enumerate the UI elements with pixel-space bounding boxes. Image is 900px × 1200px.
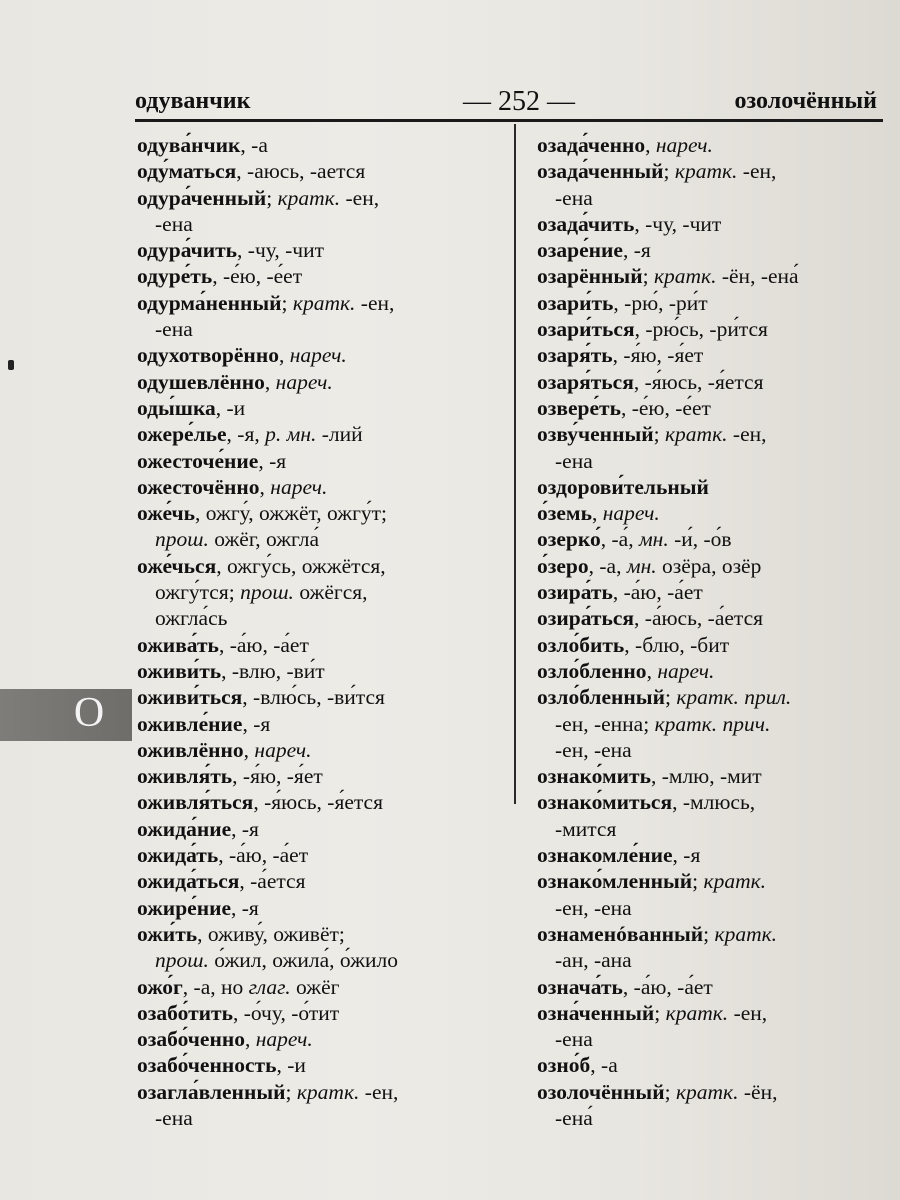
headword: оживи́ть xyxy=(137,658,222,683)
entry-text: , -я́юсь, -я́ется xyxy=(633,369,764,394)
entry-text: ожгла́сь xyxy=(155,606,228,631)
entry-line xyxy=(537,711,887,737)
headword: озада́ченно xyxy=(537,133,646,157)
entry-line xyxy=(137,290,509,316)
entry-line xyxy=(137,605,509,631)
entry-line xyxy=(137,1026,509,1052)
headword: озна́ченный xyxy=(537,1000,655,1025)
headword: оживля́ться xyxy=(137,790,254,815)
entry-text: -ена xyxy=(155,1105,193,1130)
entry-text: -ена́ xyxy=(555,1105,593,1130)
entry-text: -ан, -ана xyxy=(555,948,632,973)
headword: оживлённо xyxy=(137,737,244,762)
entry-text: ожёг xyxy=(290,974,340,999)
entry-text: , -я xyxy=(231,895,259,920)
headword: ознако́мить xyxy=(537,764,651,789)
entry-line xyxy=(537,290,887,316)
entry-text: , -а xyxy=(590,1053,618,1078)
entry-text: -ена xyxy=(155,211,193,236)
headword: ожида́ться xyxy=(137,869,240,894)
entry-text: , -а́юсь, -а́ется xyxy=(634,606,763,631)
entry-text: -ен, xyxy=(355,290,395,315)
entry-line xyxy=(137,842,509,868)
entry-text: -ен, -ена xyxy=(555,895,632,920)
grammar-label: прош. xyxy=(240,580,294,605)
grammar-label: нареч. xyxy=(254,737,312,762)
entry-text: , -я xyxy=(672,843,701,868)
entry-line xyxy=(137,632,509,658)
grammar-label: прош. xyxy=(155,527,209,552)
entry-text: ; xyxy=(285,1079,297,1104)
entry-text: ожёг, ожгла́ xyxy=(208,527,320,552)
entry-line xyxy=(537,1000,887,1026)
headword: озабо́тить xyxy=(137,1000,233,1025)
grammar-label: кратк. xyxy=(296,1079,360,1104)
entry-text: ; xyxy=(266,185,278,210)
grammar-label: кратк. xyxy=(703,869,767,894)
entry-line xyxy=(537,263,887,289)
headword: одуре́ть xyxy=(137,264,213,289)
alphabet-thumb-tab xyxy=(0,689,132,741)
entry-text: ; xyxy=(653,422,665,447)
headword: озло́бленный xyxy=(537,685,665,710)
entry-line xyxy=(137,316,509,342)
entry-line xyxy=(137,526,509,552)
entry-text: -ен, -енна; xyxy=(555,711,655,736)
headword: оживи́ться xyxy=(137,685,243,710)
entry-text: , xyxy=(645,133,656,157)
headword: ожере́лье xyxy=(137,422,227,447)
entry-text: ; xyxy=(703,921,715,946)
grammar-label: нареч. xyxy=(602,501,660,526)
entry-text: , -я́ю, -я́ет xyxy=(232,764,323,789)
entry-text: , -е́ю, -е́ет xyxy=(620,395,711,420)
entry-line xyxy=(137,947,509,973)
entry-text: -ена xyxy=(555,185,593,210)
entry-text: , -млю, -мит xyxy=(650,764,762,789)
entry-line xyxy=(537,763,887,789)
entry-line xyxy=(137,658,509,684)
entry-text: , -а xyxy=(240,133,268,157)
grammar-label: нареч. xyxy=(289,343,347,368)
entry-text: , оживу́, оживёт; xyxy=(197,921,345,946)
entry-text: , -и xyxy=(276,1053,306,1078)
entry-text: , -чу, -чит xyxy=(634,211,722,236)
grammar-label: р. мн. xyxy=(265,422,317,447)
header-last-word: озолочённый xyxy=(734,88,877,114)
entry-line xyxy=(537,895,887,921)
grammar-label: кратк. прич. xyxy=(654,711,771,736)
entry-line xyxy=(537,789,887,815)
entry-line xyxy=(537,421,887,447)
headword: ожесточе́ние xyxy=(137,448,259,473)
entry-text: , xyxy=(245,1027,256,1052)
grammar-label: кратк. xyxy=(292,290,356,315)
entry-text: -ен, xyxy=(359,1079,399,1104)
entry-line xyxy=(537,1105,887,1131)
headword: оду́маться xyxy=(137,159,237,184)
entry-text: , -а́ю, -а́ет xyxy=(612,580,703,605)
headword: озира́ть xyxy=(537,580,613,605)
headword: ознаменóванный xyxy=(537,921,704,946)
entry-text: , -о́чу, -о́тит xyxy=(232,1000,340,1025)
headword: озагла́вленный xyxy=(137,1079,286,1104)
entry-text: ; xyxy=(642,264,654,289)
entry-text: , -а, но xyxy=(182,974,249,999)
entry-line xyxy=(137,763,509,789)
entry-text: ; xyxy=(654,1000,666,1025)
entry-line xyxy=(537,816,887,842)
headword: озло́бленно xyxy=(537,658,647,683)
left-column xyxy=(137,132,509,1131)
grammar-label: кратк. xyxy=(665,1000,729,1025)
entry-text: , -а́, xyxy=(600,527,639,552)
entry-line xyxy=(137,868,509,894)
entry-line xyxy=(137,1079,509,1105)
entry-text: ; xyxy=(664,685,677,710)
headword: озву́ченный xyxy=(537,422,654,447)
headword: озада́чить xyxy=(537,211,635,236)
entry-text: , xyxy=(646,658,658,683)
headword: оживле́ние xyxy=(137,711,243,736)
entry-line xyxy=(537,132,887,158)
entry-line xyxy=(137,263,509,289)
grammar-label: кратк. xyxy=(665,422,728,447)
entry-line xyxy=(537,579,887,605)
entry-line xyxy=(537,842,887,868)
entry-line xyxy=(137,237,509,263)
entry-line xyxy=(537,921,887,947)
grammar-label: нареч. xyxy=(270,474,328,499)
entry-text: -лий xyxy=(316,422,363,447)
entry-line xyxy=(137,921,509,947)
headword: одухотворённо xyxy=(137,343,279,368)
headword: озолочённый xyxy=(537,1079,665,1104)
entry-text: -ён, -ена́ xyxy=(716,264,799,289)
entry-line xyxy=(537,684,887,710)
entry-text: , -я xyxy=(258,448,287,473)
entry-line xyxy=(537,632,887,658)
headword: озерко́ xyxy=(537,527,601,552)
header-rule xyxy=(135,119,883,122)
entry-line xyxy=(137,342,509,368)
headword: озабо́ченность xyxy=(137,1053,277,1078)
entry-text: -ен, xyxy=(728,1000,768,1025)
entry-text: , xyxy=(278,343,290,368)
headword: ожида́ние xyxy=(137,816,232,841)
entry-line xyxy=(537,342,887,368)
entry-line xyxy=(137,579,509,605)
entry-line xyxy=(137,711,509,737)
entry-text: , -я xyxy=(231,816,259,841)
entry-line xyxy=(537,474,887,500)
headword: оздорови́тельный xyxy=(537,474,709,499)
entry-line xyxy=(137,185,509,211)
entry-text: о́жил, ожила́, о́жило xyxy=(208,948,398,973)
grammar-label: кратк. прил. xyxy=(676,685,792,710)
entry-text: -и́, -о́в xyxy=(668,527,732,552)
headword: озло́бить xyxy=(537,632,625,657)
headword: одушевлённо xyxy=(137,369,265,394)
entry-line xyxy=(137,211,509,237)
entry-text: , -влю́сь, -ви́тся xyxy=(242,685,385,710)
entry-text: ; xyxy=(664,1079,676,1104)
entry-line xyxy=(137,132,509,158)
entry-text: ; xyxy=(692,869,704,894)
entry-text: -мится xyxy=(555,816,617,841)
page-header xyxy=(135,88,885,122)
headword: озаре́ние xyxy=(537,238,623,263)
grammar-label: кратк. xyxy=(277,185,341,210)
entry-line xyxy=(137,816,509,842)
entry-text: , -е́ю, -е́ет xyxy=(212,264,303,289)
entry-text: -ен, xyxy=(737,159,777,184)
right-column xyxy=(537,132,887,1131)
headword: озира́ться xyxy=(537,606,635,631)
entry-text: , -млюсь, xyxy=(672,790,756,815)
headword: оды́шка xyxy=(137,395,216,420)
entry-line xyxy=(137,1105,509,1131)
entry-text: , -а́ется xyxy=(239,869,306,894)
margin-mark xyxy=(8,360,14,370)
entry-text: , xyxy=(243,737,255,762)
headword: озада́ченный xyxy=(537,159,664,184)
entry-line xyxy=(137,895,509,921)
entry-text: -ен, xyxy=(727,422,767,447)
headword: озарённый xyxy=(537,264,643,289)
entry-line xyxy=(137,500,509,526)
entry-text: , ожгу́сь, ожжётся, xyxy=(216,553,386,578)
entry-text: , -блю, -бит xyxy=(624,632,730,657)
entry-line xyxy=(537,158,887,184)
entry-line xyxy=(137,369,509,395)
grammar-label: кратк. xyxy=(714,921,778,946)
entry-text: , ожгу́, ожжёт, ожгу́т; xyxy=(195,501,388,526)
headword: о́зеро xyxy=(537,553,589,578)
entry-line xyxy=(137,474,509,500)
entry-text: -ён, xyxy=(738,1079,778,1104)
headword: озабо́ченно xyxy=(137,1027,245,1052)
entry-line xyxy=(537,185,887,211)
headword: ожива́ть xyxy=(137,632,219,657)
headword: озари́ть xyxy=(537,290,614,315)
entry-line xyxy=(137,974,509,1000)
grammar-label: кратк. xyxy=(675,1079,739,1104)
grammar-label: глаг. xyxy=(248,974,291,999)
entry-text: , -а́ю, -а́ет xyxy=(218,843,309,868)
headword: озаря́ться xyxy=(537,369,634,394)
entry-line xyxy=(137,448,509,474)
entry-text: ; xyxy=(663,159,675,184)
entry-line xyxy=(537,605,887,631)
entry-text: , -а́ю, -а́ет xyxy=(622,974,713,999)
entry-line xyxy=(537,316,887,342)
tab-letter: О xyxy=(73,690,105,736)
entry-line xyxy=(137,553,509,579)
entry-line xyxy=(537,369,887,395)
headword: ознако́мленный xyxy=(537,869,693,894)
headword: одурма́ненный xyxy=(137,290,282,315)
entry-line xyxy=(537,974,887,1000)
entry-line xyxy=(537,1026,887,1052)
entry-text: , -аюсь, -ается xyxy=(236,159,366,184)
entry-text: , -я́ю, -я́ет xyxy=(612,343,704,368)
entry-text: , -я xyxy=(622,238,651,263)
entry-text: ожёгся, xyxy=(293,580,368,605)
headword: ожида́ть xyxy=(137,843,219,868)
headword: озно́б xyxy=(537,1053,591,1078)
entry-line xyxy=(537,868,887,894)
grammar-label: кратк. xyxy=(674,159,738,184)
entry-line xyxy=(537,658,887,684)
column-divider xyxy=(514,124,516,804)
entry-line xyxy=(537,1079,887,1105)
entry-text: озёра, озёр xyxy=(656,553,762,578)
entry-text: , -и xyxy=(215,395,246,420)
grammar-label: прош. xyxy=(155,948,209,973)
headword: озвере́ть xyxy=(537,395,621,420)
entry-text: , -рю́, -ри́т xyxy=(613,290,708,315)
entry-line xyxy=(537,237,887,263)
entry-text: -ена xyxy=(155,317,193,342)
entry-text: -ен, -ена xyxy=(555,737,632,762)
headword: одура́ченный xyxy=(137,185,267,210)
entry-text: , -я, xyxy=(226,422,266,447)
grammar-label: нареч. xyxy=(275,369,333,394)
headword: означа́ть xyxy=(537,974,623,999)
entry-text: , -а, xyxy=(588,553,627,578)
header-first-word: одуванчик xyxy=(135,88,251,114)
entry-text: ожгу́тся; xyxy=(155,580,241,605)
headword: ознакомле́ние xyxy=(537,843,673,868)
headword: оже́чься xyxy=(137,553,217,578)
headword: озаря́ть xyxy=(537,343,613,368)
headword: ознако́миться xyxy=(537,790,673,815)
entry-text: , -влю, -ви́т xyxy=(221,658,325,683)
grammar-label: кратк. xyxy=(653,264,717,289)
entry-text: , xyxy=(259,474,271,499)
entry-line xyxy=(137,421,509,447)
grammar-label: нареч. xyxy=(255,1027,313,1052)
headword: озари́ться xyxy=(537,317,635,342)
grammar-label: нареч. xyxy=(655,133,713,157)
entry-text: , xyxy=(264,369,276,394)
headword: ожесточённо xyxy=(137,474,260,499)
entry-line xyxy=(137,1000,509,1026)
entry-line xyxy=(537,1052,887,1078)
entry-text: -ена xyxy=(555,1027,593,1052)
entry-text: , -я xyxy=(242,711,271,736)
entry-line xyxy=(537,448,887,474)
page-number: — 252 — xyxy=(463,86,575,117)
entry-line xyxy=(537,737,887,763)
entry-line xyxy=(137,158,509,184)
entry-line xyxy=(137,1052,509,1078)
headword: оже́чь xyxy=(137,501,196,526)
entry-line xyxy=(537,553,887,579)
entry-line xyxy=(137,789,509,815)
headword: ожи́ть xyxy=(137,921,198,946)
grammar-label: нареч. xyxy=(657,658,715,683)
entry-text: , -я́юсь, -я́ется xyxy=(253,790,383,815)
grammar-label: мн. xyxy=(626,553,657,578)
entry-line xyxy=(537,500,887,526)
entry-line xyxy=(137,684,509,710)
entry-line xyxy=(137,737,509,763)
entry-line xyxy=(537,526,887,552)
entry-text: , -чу, -чит xyxy=(237,238,324,263)
entry-text: -ен, xyxy=(340,185,380,210)
entry-text: , -а́ю, -а́ет xyxy=(218,632,309,657)
entry-line xyxy=(137,395,509,421)
entry-text: ; xyxy=(281,290,293,315)
headword: о́земь xyxy=(537,501,592,526)
headword: одура́чить xyxy=(137,238,238,263)
entry-text: , -рю́сь, -ри́тся xyxy=(634,317,768,342)
entry-line xyxy=(537,395,887,421)
headword: одува́нчик xyxy=(137,133,241,157)
headword: ожире́ние xyxy=(137,895,232,920)
entry-line xyxy=(537,947,887,973)
headword: оживля́ть xyxy=(137,764,233,789)
headword: ожо́г xyxy=(137,974,183,999)
entry-line xyxy=(537,211,887,237)
entry-text: -ена xyxy=(555,448,593,473)
entry-text: , xyxy=(591,501,603,526)
grammar-label: мн. xyxy=(638,527,669,552)
